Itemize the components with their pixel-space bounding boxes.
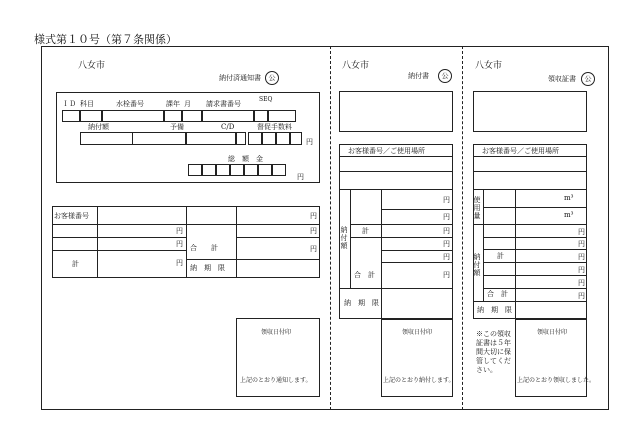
- slip-subtotal-label: 計: [362, 227, 369, 235]
- slip-title: 納付書: [408, 72, 429, 80]
- slip-address-box: [339, 91, 453, 132]
- slip-stamp-label: 領収日付印: [402, 329, 433, 336]
- fee-label: 督促手数料: [257, 123, 292, 131]
- notice-title: 納付済通知書: [219, 74, 261, 82]
- receipt-deadline-label: 納 期 限: [477, 306, 512, 314]
- year-label: 課年: [166, 100, 180, 108]
- total-amount-label: 総 額 金: [228, 155, 263, 163]
- seq-box-1: [254, 110, 268, 122]
- perforation-line-2: [462, 46, 463, 410]
- cd-label: C/D: [221, 123, 235, 131]
- slip-amount-label: 納付額: [340, 226, 348, 250]
- subject-box: [80, 110, 102, 122]
- subject-label: 科目: [80, 100, 94, 108]
- reserve-box: [186, 132, 236, 145]
- seal-icon: 公: [581, 72, 595, 86]
- slip-deadline-label: 納 期 限: [344, 299, 379, 307]
- receipt-footer: 上記のとおり領収しました。: [517, 377, 596, 384]
- month-label: 月: [184, 100, 191, 108]
- id-box: [62, 110, 80, 122]
- receipt-address-box: [473, 91, 587, 132]
- unit-m3-2: m³: [564, 211, 574, 219]
- form-heading: 様式第１０号（第７条関係）: [34, 33, 177, 46]
- total-amount-yen: 円: [297, 173, 304, 181]
- unit-m3-1: m³: [564, 194, 574, 202]
- invoice-box: [202, 110, 254, 122]
- customer-no-label: お客様番号: [54, 212, 89, 220]
- seq-box-2: [268, 110, 296, 122]
- receipt-subtotal-label: 計: [497, 252, 504, 260]
- fee-box-3: [276, 132, 290, 145]
- month-box: [182, 110, 202, 122]
- seal-icon: 公: [438, 69, 452, 83]
- year-box: [164, 110, 182, 122]
- slip-place-label: お客様番号／ご使用場所: [348, 147, 425, 155]
- perforation-line-1: [330, 46, 331, 410]
- seq-label: SEQ: [259, 96, 273, 103]
- usage-label: 使用量: [473, 196, 481, 220]
- fee-box-2: [262, 132, 276, 145]
- receipt-sum-label: 合 計: [487, 290, 508, 298]
- meter-box: [102, 110, 164, 122]
- notice-city: 八女市: [78, 61, 106, 71]
- notice-stamp-label: 領収日付印: [261, 329, 292, 336]
- receipt-stamp-label: 領収日付印: [537, 329, 568, 336]
- slip-footer: 上記のとおり納付します。: [383, 377, 455, 384]
- reserve-label: 予備: [170, 123, 184, 131]
- slip-sum-label: 合 計: [354, 271, 375, 279]
- receipt-amount-label: 納付額: [473, 253, 481, 277]
- amount-label: 納付額: [88, 123, 109, 131]
- notice-total-label: 計: [72, 260, 79, 268]
- slip-city: 八女市: [342, 61, 370, 71]
- invoice-label: 請求書番号: [206, 100, 241, 108]
- id-label: ＩＤ: [62, 100, 76, 108]
- amount-box: [80, 132, 186, 145]
- receipt-note: ※この領収証書は５年間大切に保管してください。: [476, 330, 511, 374]
- receipt-city: 八女市: [475, 61, 503, 71]
- notice-deadline-label: 納 期 限: [190, 264, 225, 272]
- fee-box-4: [290, 132, 302, 145]
- meter-label: 水栓番号: [116, 100, 144, 108]
- fee-box-1: [248, 132, 262, 145]
- cd-box: [236, 132, 246, 145]
- fee-yen: 円: [306, 138, 313, 146]
- seal-icon: 公: [265, 71, 279, 85]
- receipt-title: 領収証書: [548, 75, 576, 83]
- notice-sum-label: 合 計: [190, 244, 218, 252]
- receipt-place-label: お客様番号／ご使用場所: [482, 147, 559, 155]
- notice-footer: 上記のとおり通知します。: [240, 377, 312, 384]
